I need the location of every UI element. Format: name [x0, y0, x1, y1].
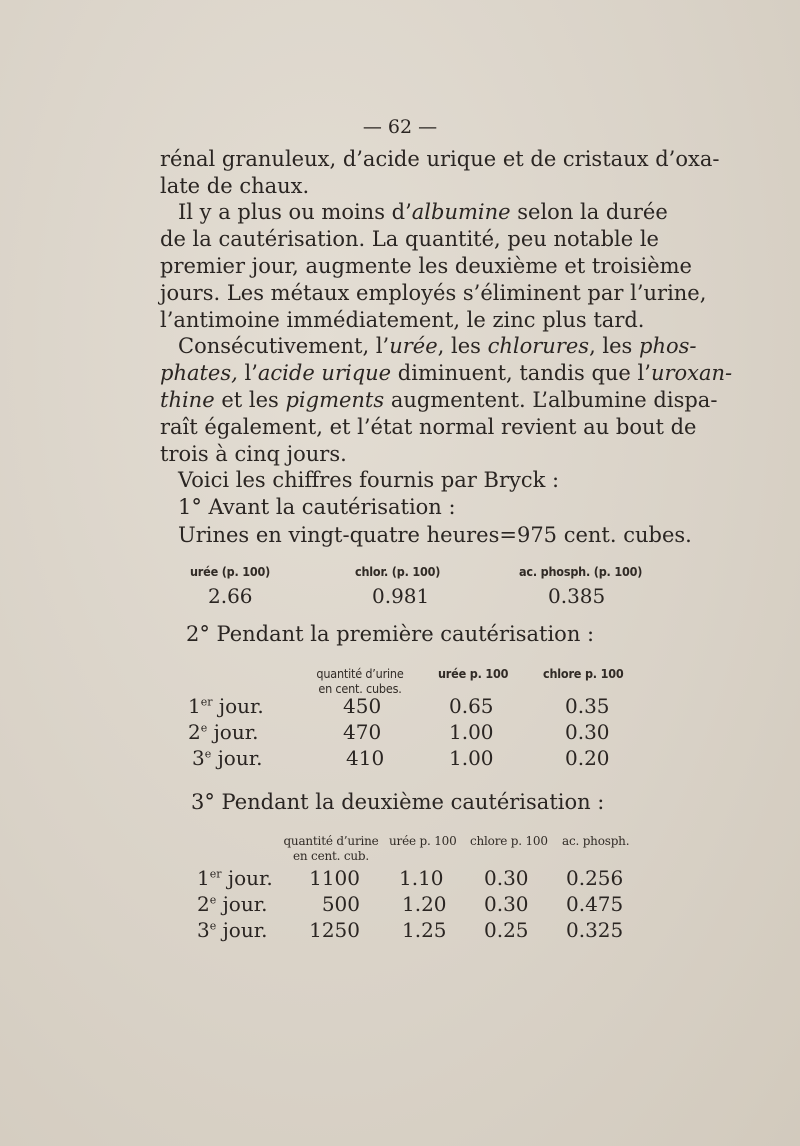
table-cell: 1.25 — [402, 918, 447, 942]
row-label — [188, 694, 264, 718]
row-label — [197, 918, 267, 942]
text-line — [178, 333, 697, 359]
table-cell: 0.256 — [566, 866, 624, 890]
text-span-italic: albumine — [411, 200, 511, 224]
table-cell: 0.30 — [484, 892, 529, 916]
day-number: 2 — [188, 720, 201, 744]
table-cell: 1100 — [309, 866, 360, 890]
table-cell: 0.981 — [372, 584, 430, 608]
day-word: jour. — [212, 694, 264, 718]
row-label — [188, 720, 258, 744]
table-cell: 0.20 — [565, 746, 610, 770]
text-line: raît également, et l’état normal revient au bout de — [160, 415, 697, 439]
text-span: l’ — [237, 361, 258, 385]
table-header: chlore p. 100 — [543, 666, 624, 681]
day-number: 1 — [188, 694, 201, 718]
header-line: en cent. cub. — [293, 849, 369, 863]
day-word: jour. — [216, 918, 268, 942]
day-number: 3 — [192, 746, 205, 770]
page-number: — 62 — — [362, 116, 438, 138]
table-header: chlor. (p. 100) — [355, 564, 441, 579]
table-header: urée (p. 100) — [190, 564, 271, 579]
text-span: augmentent. L’albumine dispa- — [384, 388, 718, 412]
table-cell: 1250 — [309, 918, 360, 942]
text-span-italic: uroxan- — [650, 361, 733, 385]
table-cell: 1.00 — [449, 720, 494, 744]
day-number: 3 — [197, 918, 210, 942]
day-suffix: er — [200, 695, 213, 709]
text-span: , les — [589, 334, 640, 358]
row-label — [197, 866, 273, 890]
text-line — [160, 360, 733, 386]
table-cell: 0.25 — [484, 918, 529, 942]
table-cell: 1.00 — [449, 746, 494, 770]
header-line: quantité d’urine — [316, 666, 404, 681]
text-line — [160, 387, 718, 413]
text-line: rénal granuleux, d’acide urique et de cristaux d’oxa- — [160, 147, 720, 171]
text-span-italic: pigments — [285, 388, 385, 412]
header-line: quantité d’urine — [283, 834, 379, 848]
table-header — [280, 834, 382, 864]
table-cell: 0.30 — [484, 866, 529, 890]
text-span-italic: phates, — [160, 361, 238, 385]
day-word: jour. — [207, 720, 259, 744]
table-header: ac. phosph. (p. 100) — [519, 564, 643, 579]
day-word: jour. — [216, 892, 268, 916]
table-cell: 500 — [321, 892, 360, 916]
table-cell: 410 — [346, 746, 385, 770]
table-header: ac. phosph. — [562, 834, 630, 848]
text-span-italic: phos- — [639, 334, 697, 358]
table-cell: 1.10 — [399, 866, 444, 890]
text-line: premier jour, augmente les deuxième et troisième — [160, 254, 692, 278]
text-line — [178, 199, 668, 225]
text-span: Il y a plus ou moins d’ — [178, 200, 412, 224]
table-cell: 0.65 — [449, 694, 494, 718]
table-header: urée p. 100 — [389, 834, 457, 848]
text-span: diminuent, tandis que l’ — [391, 361, 651, 385]
text-span-italic: thine — [160, 388, 215, 412]
day-number: 1 — [197, 866, 210, 890]
text-span-italic: chlorures — [487, 334, 590, 358]
row-label — [197, 892, 267, 916]
day-suffix: e — [200, 721, 208, 735]
table-cell: 0.30 — [565, 720, 610, 744]
text-span-italic: acide urique — [257, 361, 392, 385]
table-cell: 0.385 — [548, 584, 606, 608]
text-span: selon la durée — [510, 200, 668, 224]
text-span: Consécutivement, l’ — [178, 334, 390, 358]
table-header: urée p. 100 — [438, 666, 509, 681]
text-line: Voici les chiffres fournis par Bryck : — [178, 468, 560, 492]
table-cell: 470 — [343, 720, 382, 744]
table-cell: 0.475 — [566, 892, 624, 916]
table-cell: 450 — [343, 694, 382, 718]
text-line: l’antimoine immédiatement, le zinc plus tard. — [160, 308, 645, 332]
text-line: late de chaux. — [160, 174, 310, 198]
table-header — [300, 666, 420, 696]
row-label — [192, 746, 262, 770]
table-cell: 1.20 — [402, 892, 447, 916]
table-header: chlore p. 100 — [470, 834, 548, 848]
table-cell: 2.66 — [208, 584, 253, 608]
day-suffix: e — [209, 919, 217, 933]
text-line: Urines en vingt-quatre heures=975 cent. cubes. — [178, 523, 692, 547]
text-line: trois à cinq jours. — [160, 442, 347, 466]
text-line: de la cautérisation. La quantité, peu notable le — [160, 227, 659, 251]
table-cell: 0.325 — [566, 918, 624, 942]
section-heading: 2° Pendant la première cautérisation : — [186, 622, 595, 646]
text-span-italic: urée — [389, 334, 438, 358]
text-span: et les — [214, 388, 286, 412]
text-line: jours. Les métaux employés s’éliminent par l’urine, — [160, 281, 707, 305]
day-suffix: e — [204, 747, 212, 761]
text-line: 1° Avant la cautérisation : — [178, 495, 456, 519]
text-span: , les — [437, 334, 488, 358]
day-suffix: e — [209, 893, 217, 907]
day-word: jour. — [211, 746, 263, 770]
day-word: jour. — [221, 866, 273, 890]
section-heading: 3° Pendant la deuxième cautérisation : — [191, 790, 605, 814]
day-number: 2 — [197, 892, 210, 916]
header-line: en cent. cubes. — [318, 681, 402, 696]
day-suffix: er — [209, 867, 222, 881]
table-cell: 0.35 — [565, 694, 610, 718]
